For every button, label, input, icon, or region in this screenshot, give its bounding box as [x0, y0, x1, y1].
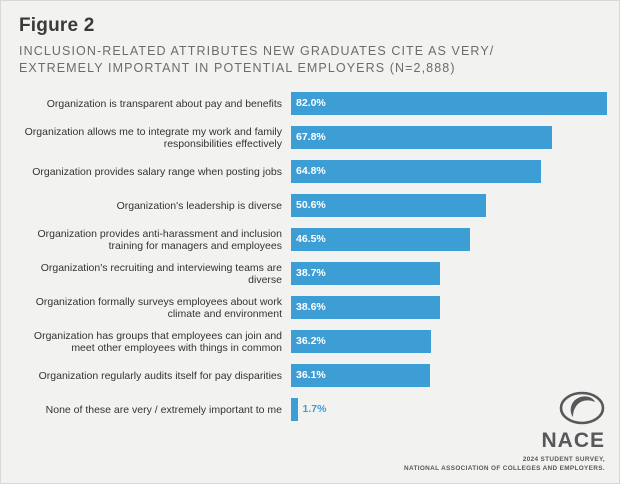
bar-value-label: 36.1% — [296, 369, 326, 381]
bar-value-label: 46.5% — [296, 233, 326, 245]
chart-row — [19, 123, 605, 153]
bar-track — [291, 157, 605, 187]
chart-row — [19, 327, 605, 357]
chart-row — [19, 259, 605, 289]
figure-subtitle: INCLUSION-RELATED ATTRIBUTES NEW GRADUATES CITE AS VERY/ EXTREMELY IMPORTANT IN POTENTIAL EMPLOYERS (N=2,888) — [19, 44, 495, 75]
bar — [291, 126, 552, 149]
bar-value-label: 50.6% — [296, 199, 326, 211]
nace-wordmark: NACE — [541, 429, 605, 452]
bar-track — [291, 191, 605, 221]
bar-category-label: Organization's leadership is diverse — [116, 199, 282, 212]
bar-chart — [1, 89, 619, 425]
bar-value-label: 67.8% — [296, 131, 326, 143]
chart-row — [19, 191, 605, 221]
chart-row — [19, 157, 605, 187]
bar — [291, 160, 541, 183]
credit-line-2: NATIONAL ASSOCIATION OF COLLEGES AND EMPLOYERS. — [404, 465, 605, 472]
bar-value-label: 36.2% — [296, 335, 326, 347]
bar-category-label: Organization formally surveys employees about work climate and environment — [35, 295, 282, 320]
bar-category-label: Organization is transparent about pay and benefits — [46, 97, 282, 110]
bar-track — [291, 361, 605, 391]
bar-category-label: Organization has groups that employees can join and meet other employees with things in common — [33, 329, 282, 354]
chart-row — [19, 361, 605, 391]
chart-row — [19, 89, 605, 119]
bar-value-label: 1.7% — [302, 403, 327, 415]
bar — [291, 92, 607, 115]
chart-row — [19, 293, 605, 323]
bar-value-label: 64.8% — [296, 165, 326, 177]
bar-track — [291, 89, 605, 119]
credit-line-1: 2024 STUDENT SURVEY, — [522, 456, 605, 463]
bar-category-label: Organization provides salary range when posting jobs — [32, 165, 282, 178]
bar-track — [291, 225, 605, 255]
bar-track — [291, 327, 605, 357]
bar-category-label: Organization's recruiting and interviewing teams are diverse — [40, 261, 282, 286]
bar-value-label: 38.6% — [296, 301, 326, 313]
bar-value-label: 38.7% — [296, 267, 326, 279]
branding-block — [375, 391, 605, 473]
chart-row — [19, 225, 605, 255]
bar-track — [291, 123, 605, 153]
bar-track — [291, 259, 605, 289]
figure-header — [1, 1, 619, 77]
bar-category-label: Organization regularly audits itself for pay disparities — [38, 369, 282, 382]
page-title: Figure 2 — [19, 15, 95, 36]
bar — [291, 398, 298, 421]
bar-category-label: Organization provides anti-harassment and inclusion training for managers and employees — [37, 227, 282, 252]
bar-category-label: Organization allows me to integrate my work and family responsibilities effectively — [24, 125, 282, 150]
bar-track — [291, 293, 605, 323]
nace-swoosh-icon — [559, 391, 605, 425]
bar-value-label: 82.0% — [296, 97, 326, 109]
bar-category-label: None of these are very / extremely important to me — [45, 403, 282, 416]
